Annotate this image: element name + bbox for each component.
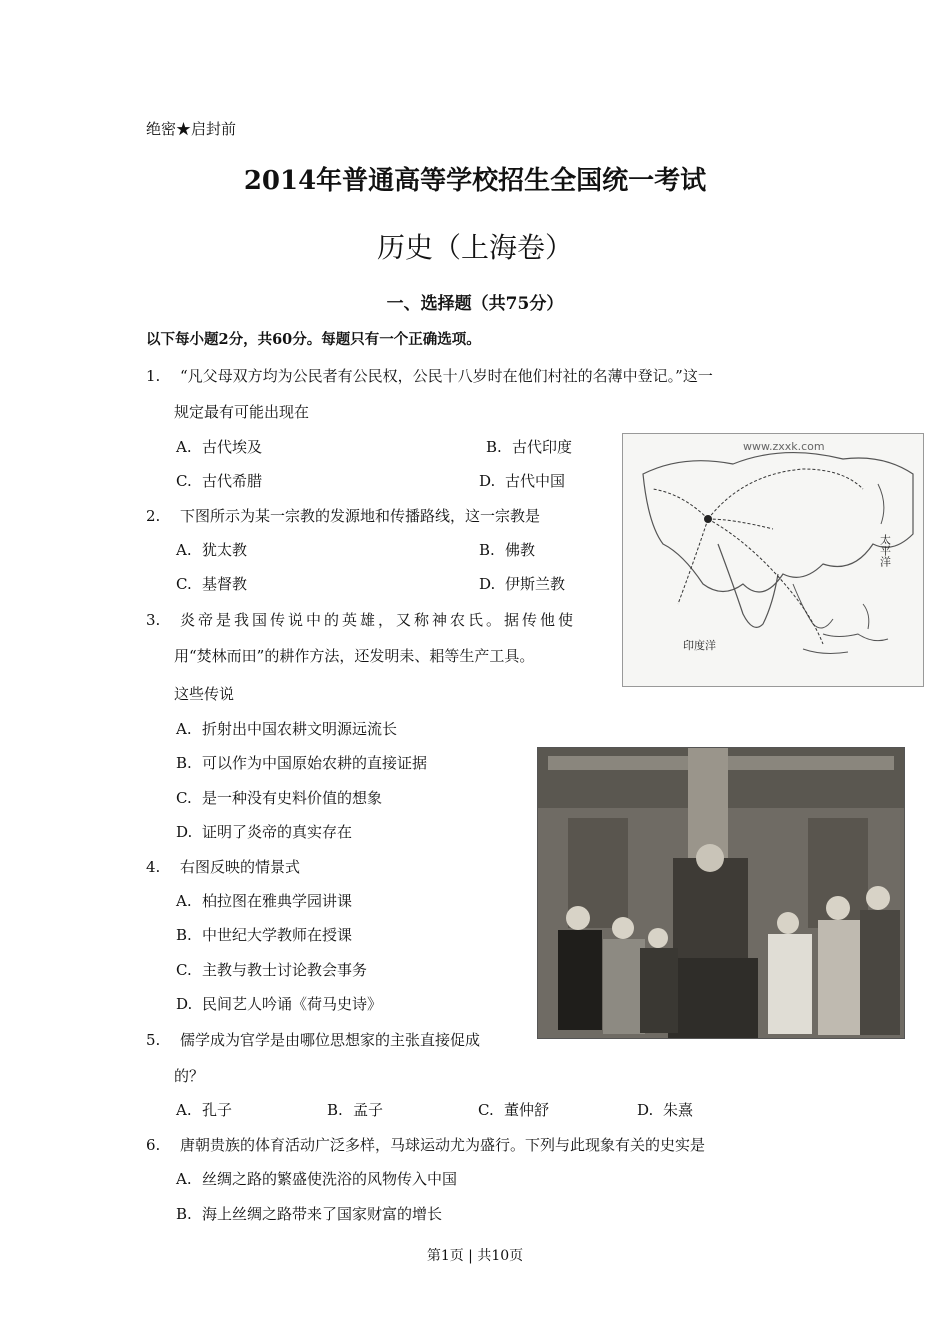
q4-option-b[interactable]: B. 中世纪大学教师在授课 <box>176 926 353 944</box>
page-footer: 第1页 | 共10页 <box>426 1248 524 1264</box>
exam-title: 2014年普通高等学校招生全国统一考试 <box>243 166 707 196</box>
q5-option-a[interactable]: A. 孔子 <box>176 1101 233 1119</box>
question-5-stem-cont: 的？ <box>174 1067 205 1085</box>
q1-option-a[interactable]: A. 古代埃及 <box>176 438 263 456</box>
q4-option-a[interactable]: A. 柏拉图在雅典学园讲课 <box>176 892 353 910</box>
question-3-stem-cont: 用“焚林而田”的耕作方法，还发明耒、耜等生产工具。 <box>174 647 535 665</box>
q2-option-b[interactable]: B. 佛教 <box>479 541 536 559</box>
question-3-stem <box>146 609 576 630</box>
painting-graphic <box>538 748 904 1038</box>
question-5-stem <box>146 1029 480 1050</box>
q1-option-b[interactable]: B. 古代印度 <box>486 438 573 456</box>
question-number: 3. <box>146 611 161 629</box>
question-text: 下图所示为某一宗教的发源地和传播路线，这一宗教是 <box>180 507 541 525</box>
q3-option-b[interactable]: B. 可以作为中国原始农耕的直接证据 <box>176 754 428 772</box>
indian-ocean-label: 印度洋 <box>683 639 716 652</box>
question-2-stem <box>146 505 540 526</box>
q2-option-d[interactable]: D. 伊斯兰教 <box>479 575 566 593</box>
question-text: 儒学成为官学是由哪位思想家的主张直接促成 <box>180 1031 481 1049</box>
q2-option-a[interactable]: A. 犹太教 <box>176 541 248 559</box>
section-title: 一、选择题（共75分） <box>386 294 564 314</box>
map-watermark: www.zxxk.com <box>743 440 825 453</box>
map-graphic <box>623 434 923 686</box>
question-number: 4. <box>146 858 161 876</box>
confidential-label: 绝密★启封前 <box>146 120 237 138</box>
q5-option-d[interactable]: D. 朱熹 <box>637 1101 694 1119</box>
question-text: 右图反映的情景式 <box>180 858 301 876</box>
religion-spread-map <box>622 433 924 687</box>
q6-option-b[interactable]: B. 海上丝绸之路带来了国家财富的增长 <box>176 1205 443 1223</box>
question-text: 唐朝贵族的体育活动广泛多样，马球运动尤为盛行。下列与此现象有关的史实是 <box>180 1136 706 1154</box>
q3-option-c[interactable]: C. 是一种没有史料价值的想象 <box>176 789 383 807</box>
question-1-stem <box>146 365 713 386</box>
q5-option-b[interactable]: B. 孟子 <box>327 1101 384 1119</box>
question-3-stem-cont2: 这些传说 <box>174 685 235 703</box>
q6-option-a[interactable]: A. 丝绸之路的繁盛使洗浴的风物传入中国 <box>176 1170 458 1188</box>
question-text: “凡父母双方均为公民者有公民权，公民十八岁时在他们村社的名薄中登记。”这一 <box>180 367 713 385</box>
question-1-stem-cont: 规定最有可能出现在 <box>174 403 310 421</box>
q3-option-d[interactable]: D. 证明了炎帝的真实存在 <box>176 823 353 841</box>
question-number: 2. <box>146 507 161 525</box>
question-number: 6. <box>146 1136 161 1154</box>
question-4-stem <box>146 856 300 877</box>
question-6-stem <box>146 1134 705 1155</box>
q4-option-c[interactable]: C. 主教与教士讨论教会事务 <box>176 961 368 979</box>
question-text: 炎帝是我国传说中的英雄，又称神农氏。据传他使 <box>180 611 577 629</box>
medieval-lecture-painting <box>537 747 905 1039</box>
q3-option-a[interactable]: A. 折射出中国农耕文明源远流长 <box>176 720 398 738</box>
question-number: 1. <box>146 367 161 385</box>
q5-option-c[interactable]: C. 董仲舒 <box>478 1101 550 1119</box>
exam-subject: 历史（上海卷） <box>376 231 573 264</box>
q1-option-c[interactable]: C. 古代希腊 <box>176 472 263 490</box>
question-number: 5. <box>146 1031 161 1049</box>
q1-option-d[interactable]: D. 古代中国 <box>479 472 566 490</box>
q2-option-c[interactable]: C. 基督教 <box>176 575 248 593</box>
pacific-label: 太平洋 <box>878 534 892 567</box>
q4-option-d[interactable]: D. 民间艺人吟诵《荷马史诗》 <box>176 995 383 1013</box>
section-instruction: 以下每小题2分，共60分。每题只有一个正确选项。 <box>146 331 481 348</box>
